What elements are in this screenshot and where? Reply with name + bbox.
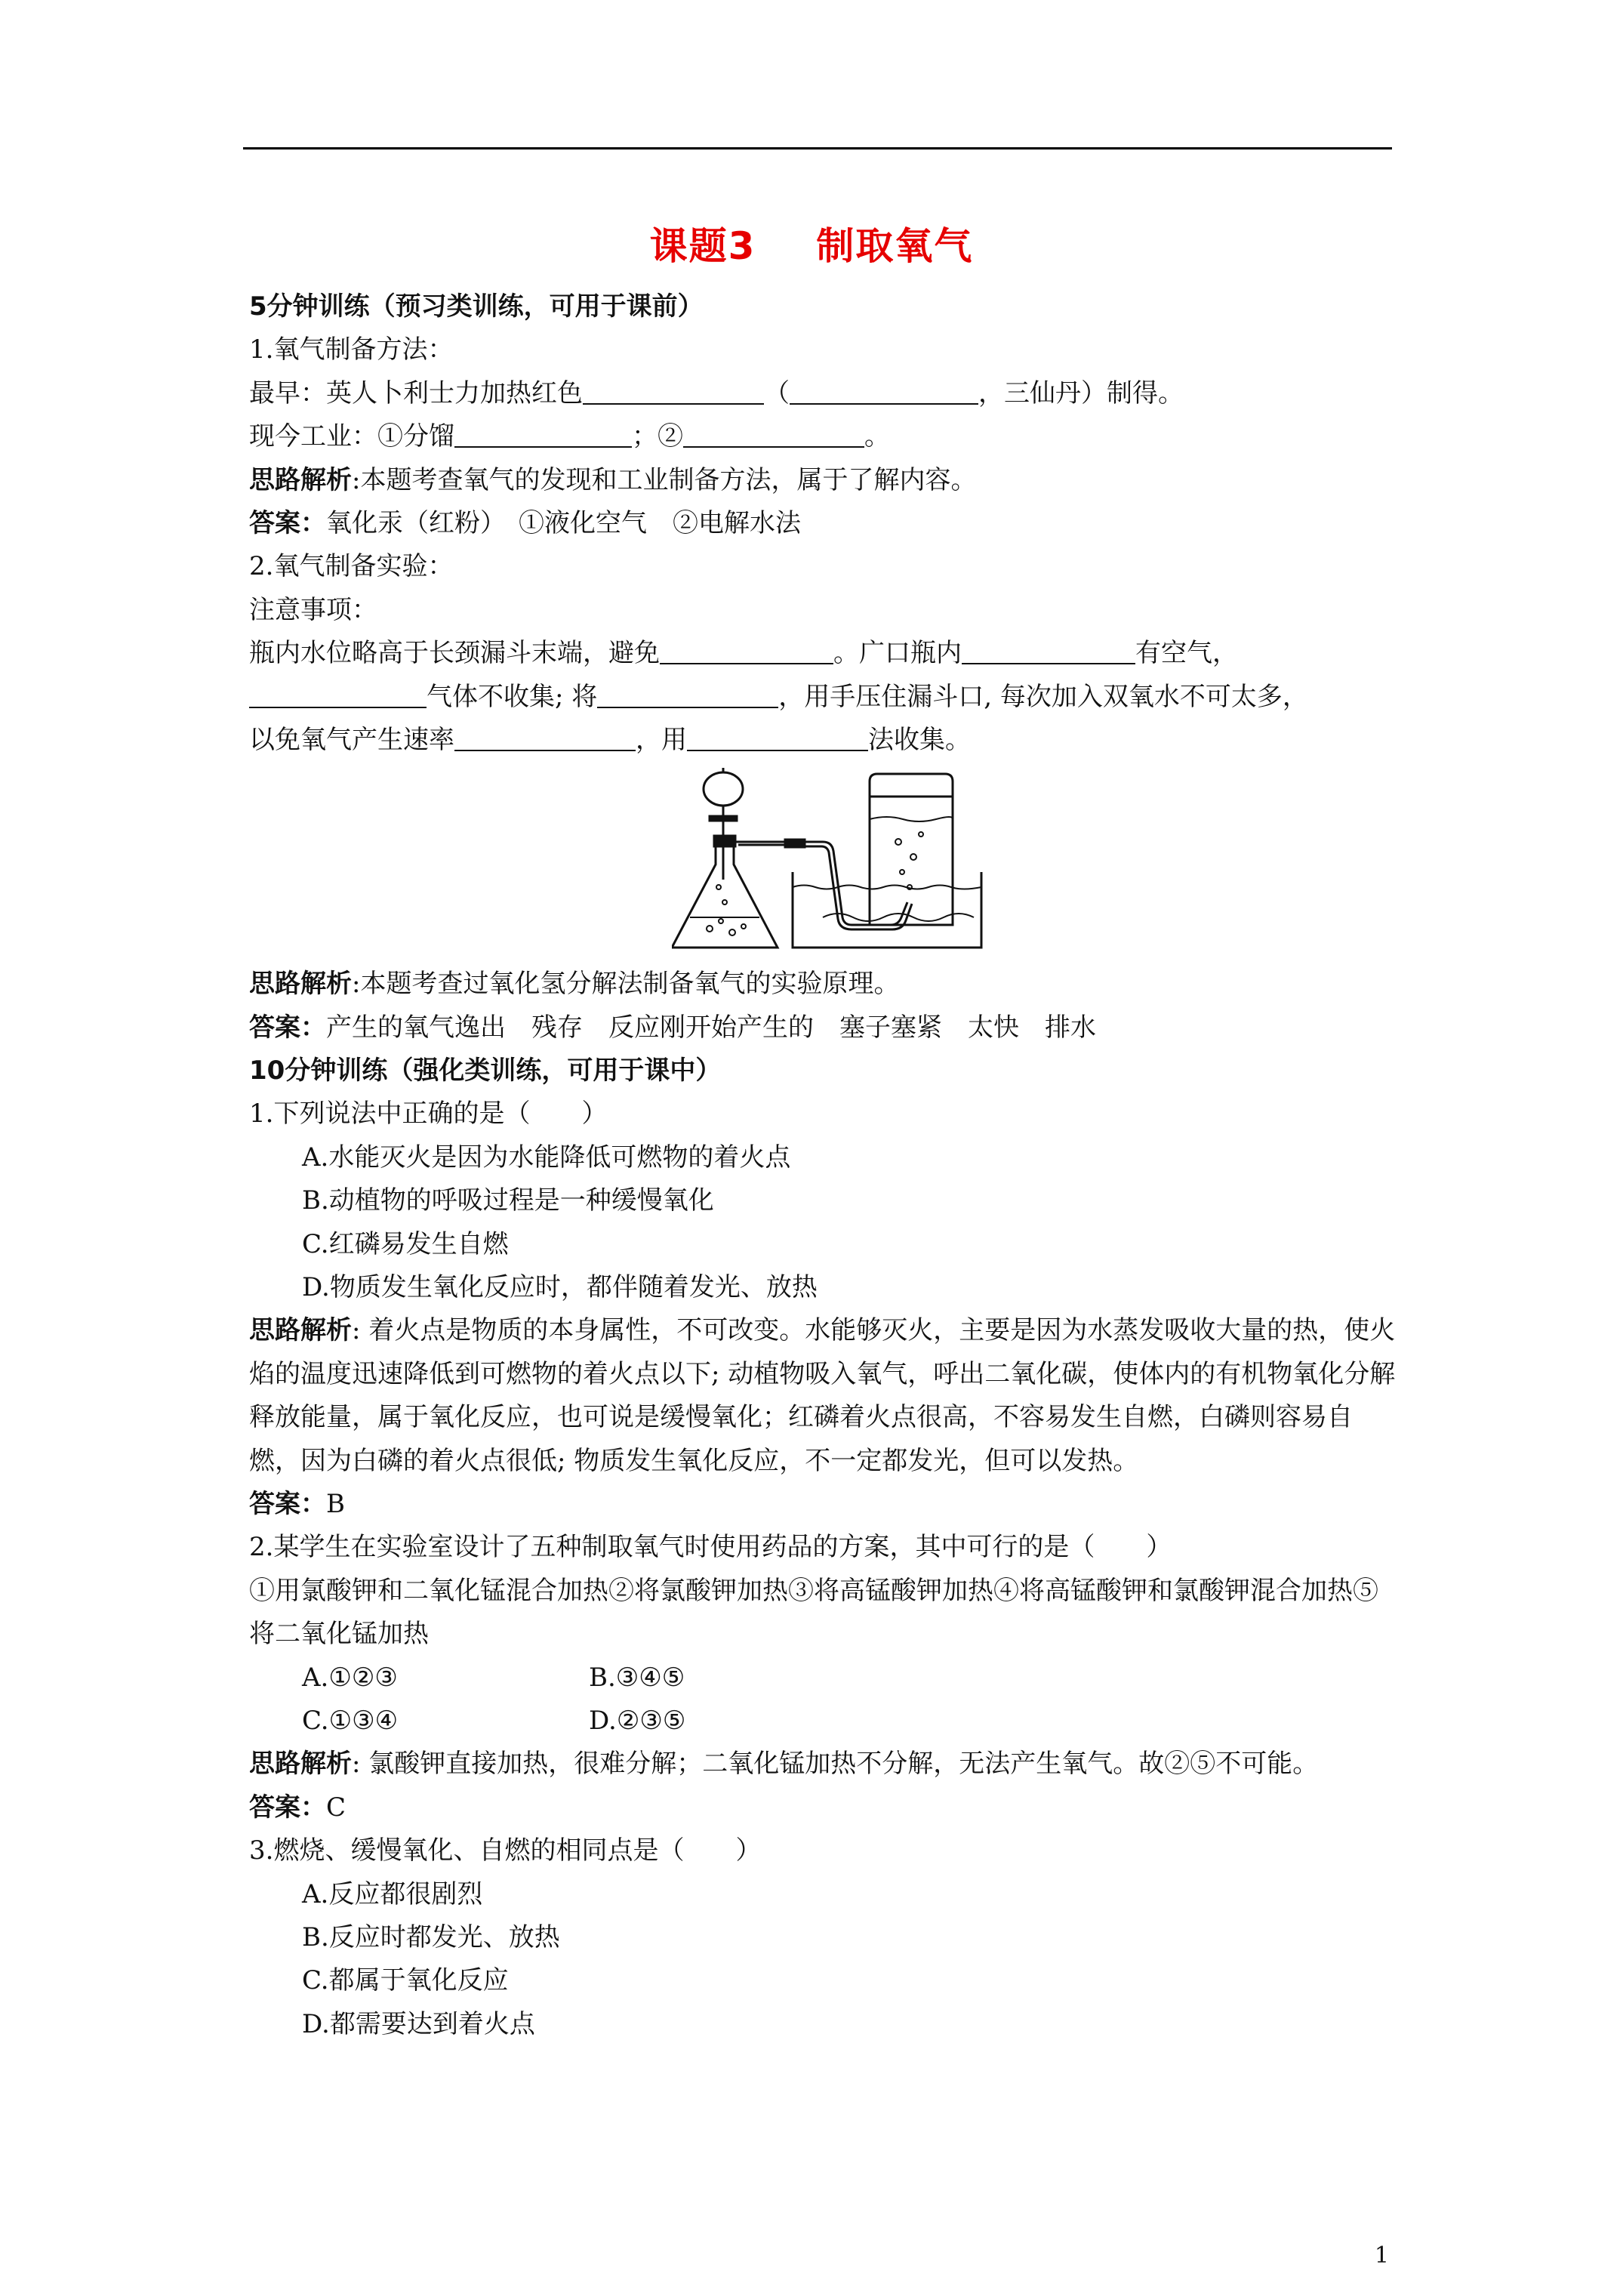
fill-blank[interactable] (790, 378, 978, 405)
oxygen-apparatus-figure (672, 766, 989, 963)
section-heading: 10分钟训练（强化类训练，可用于课中） (249, 1056, 722, 1086)
answer: 答案：B (249, 1489, 345, 1520)
funnel-bulb (704, 772, 743, 806)
analysis: 思路解析: 着火点是物质的本身属性，不可改变。水能够灭火，主要是因为水蒸发吸收大量的热，使火焰的温度迅速降低到可燃物的着火点以下; 动植物吸入氧气，呼出二氧化碳，使体内的有机物氧化分解释放能量，属于氧化反应，也可说是缓慢氧化；红磷着火点很高，不容易发生自燃，白磷则容易自燃，因为白磷的着火点很低; 物质发生氧化反应，不一定都发光，但可以发热。 (249, 1315, 1396, 1476)
option-b[interactable]: B.反应时都发光、放热 (302, 1922, 560, 1952)
answer: 答案：C (249, 1792, 346, 1823)
answer: 答案：产生的氧气逸出 残存 反应刚开始产生的 塞子塞紧 太快 排水 (249, 1012, 1096, 1043)
question-stem: 2.氧气制备实验： (249, 551, 454, 582)
question-stem: 1.下列说法中正确的是（ ） (249, 1099, 608, 1130)
option-d[interactable]: D.都需要达到着火点 (302, 2008, 535, 2039)
title-right: 制取氧气 (816, 224, 974, 268)
option-d[interactable]: D.物质发生氧化反应时，都伴随着发光、放热 (302, 1272, 818, 1303)
stopper (714, 836, 735, 846)
page-title (0, 216, 1623, 270)
option-c[interactable]: C.都属于氧化反应 (302, 1965, 509, 1996)
main-content (249, 285, 1397, 2046)
question-stem: 2.某学生在实验室设计了五种制取氧气时使用药品的方案，其中可行的是（ ） (249, 1532, 1172, 1563)
header-rule (243, 147, 1392, 149)
note-label: 注意事项： (249, 594, 377, 625)
fill-blank[interactable] (454, 724, 636, 751)
conical-flask (672, 846, 778, 948)
page-number: 1 (1374, 2242, 1389, 2269)
analysis: 思路解析: 氯酸钾直接加热，很难分解；二氧化锰加热不分解，无法产生氧气。故②⑤不可能。 (249, 1749, 1319, 1780)
question-line: 以免氧气产生速率 ，用 法收集。 (249, 724, 971, 755)
fill-blank[interactable] (454, 421, 632, 448)
question-line: 气体不收集; 将 ，用手压住漏斗口, 每次加入双氧水不可太多， (249, 676, 1397, 719)
title-left: 课题3 (649, 224, 756, 268)
question-stem: 3.燃烧、缓慢氧化、自燃的相同点是（ ） (249, 1835, 762, 1866)
analysis: 思路解析:本题考查过氧化氢分解法制备氧气的实验原理。 (249, 969, 900, 1000)
question-line: 现今工业：①分馏 ；② 。 (249, 421, 890, 452)
fill-blank[interactable] (962, 637, 1135, 664)
fill-blank[interactable] (687, 724, 868, 751)
option-d[interactable]: D.②③⑤ (589, 1706, 686, 1737)
fill-blank[interactable] (683, 421, 864, 448)
section-heading: 5分钟训练（预习类训练，可用于课前） (249, 291, 704, 322)
question-line: 瓶内水位略高于长颈漏斗末端，避免 。广口瓶内 有空气， (249, 638, 1238, 669)
fill-blank[interactable] (597, 681, 778, 708)
fill-blank[interactable] (583, 378, 764, 405)
analysis: 思路解析:本题考查氧气的发现和工业制备方法，属于了解内容。 (249, 464, 977, 495)
question-plan: ①用氯酸钾和二氧化锰混合加热②将氯酸钾加热③将高锰酸钾加热④将高锰酸钾和氯酸钾混合加热⑤将二氧化锰加热 (249, 1575, 1378, 1650)
option-a[interactable]: A.反应都很剧烈 (302, 1878, 483, 1909)
fill-blank[interactable] (249, 681, 427, 708)
option-a[interactable]: A.水能灭火是因为水能降低可燃物的着火点 (302, 1142, 791, 1173)
answer: 答案：氧化汞（红粉） ①液化空气 ②电解水法 (249, 507, 801, 538)
option-a[interactable]: A.①②③ (302, 1662, 398, 1693)
option-c[interactable]: C.①③④ (302, 1706, 399, 1737)
option-b[interactable]: B.③④⑤ (589, 1662, 685, 1693)
question-stem: 1.氧气制备方法： (249, 334, 454, 365)
collecting-bottle (870, 774, 953, 797)
option-c[interactable]: C.红磷易发生自燃 (302, 1228, 509, 1259)
question-line: 最早：英人卜利士力加热红色 （ ，三仙丹）制得。 (249, 378, 1184, 408)
option-row (249, 1657, 1397, 1700)
fill-blank[interactable] (660, 637, 833, 664)
option-b[interactable]: B.动植物的呼吸过程是一种缓慢氧化 (302, 1185, 714, 1216)
option-row (249, 1700, 1397, 1743)
